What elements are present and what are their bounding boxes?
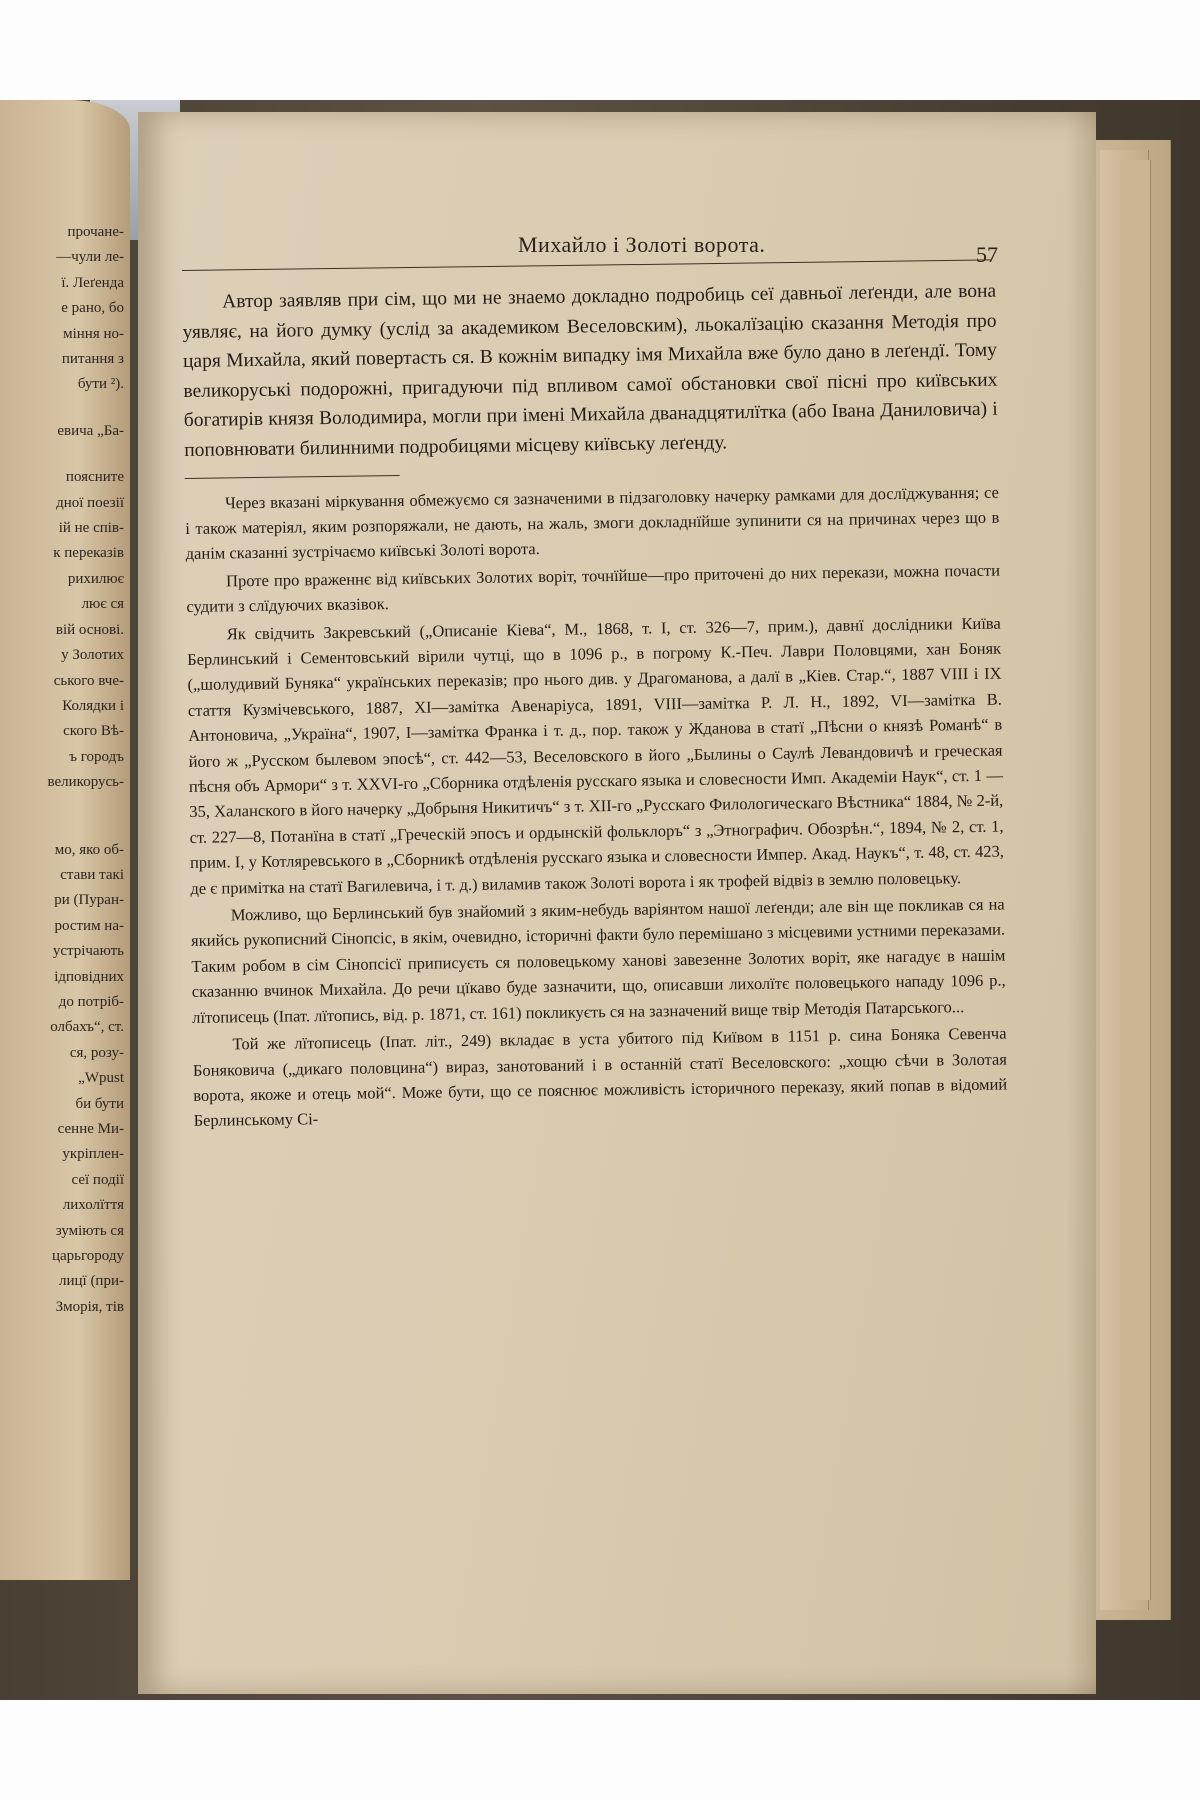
left-page-line: —чули ле- [56,249,124,266]
left-page-line: сенне Ми- [57,1121,124,1137]
left-page-line: е рано, бо [61,300,124,317]
left-page-line: би бути [75,1095,124,1112]
left-page-line [0,796,124,817]
page-body [182,277,1008,1134]
book-page [138,112,1096,1694]
left-page-line: лихолїття [62,1197,124,1214]
running-title: Михайло і Золоті ворота. [518,232,766,257]
left-page-line: у Золотих [61,647,124,664]
paragraph-2: Проте про враженнє від київських Золотих воріт, точнїйше—про приточені до них перекази, можна почасти судити з слїдуючих вказівок. [186,560,1001,617]
page-shading [1066,112,1096,1694]
left-page-line: вій основі. [55,621,124,638]
left-page-line: ри (Пуран- [54,892,124,909]
left-page-line: прочане- [67,224,124,240]
left-page-line: Колядки і [62,697,124,714]
left-page-line: рихилює [67,570,124,587]
left-page-line: зуміють ся [55,1222,124,1239]
left-page-line: мо, яко об- [54,841,124,858]
header-rule [182,259,992,271]
left-page-line: великорусь- [47,774,124,791]
left-page-line: міння но- [63,325,124,342]
left-facing-page [0,100,130,1580]
main-paragraph [182,277,998,466]
left-page-line: ського вче- [53,672,124,689]
left-page-line: устрічають [52,943,124,960]
left-page-line: дної поезії [56,494,124,511]
left-page-line: ї. Леґенда [61,274,124,291]
left-page-line: олбахъ“, ст. [50,1019,124,1036]
left-page-line: евича „Ба- [57,422,124,439]
left-page-line: к переказів [53,545,124,562]
left-page-text-fragments [0,220,124,1320]
page-number: 57 [976,242,998,267]
left-page-line: до потріб- [58,993,124,1010]
left-page-line: поясните [65,469,124,486]
left-page-line: бути ²). [77,376,124,393]
paragraph-4: Можливо, що Берлинський був знайомий з яким-небудь варіянтом нашої леґенди; але він ще покликав ся на якийсь рукописний Сінопсіс, в якім, очевидно, історичні факти було перемішано з місцевими устними переказами. Таким робом в сім Сінопсісї приписуєть ся половецькому ханові завезенне Золотих воріт, яке нагадує в нашім сказанню вчинок Михайла. До речи цїкаво буде зазначити, що, описавши лихолїтє половецького нападу 1096 р., лїтописець (Іпат. лїтопись, від. р. 1871, ст. 161) покликуєть ся на зазначений вище твір Методія Патарського... [190,894,1006,1027]
left-page-line: царьгороду [51,1248,124,1265]
left-page-line: питання з [61,351,124,368]
left-page-line [0,444,124,465]
main-paragraph-text: Автор заявляв при сім, що ми не знаемо докладно подробиць сеї давньої леґенди, але вона уявляє, на його думку (услід за академиком Веселовским), льокалїзацію сказання Методія про царя Михайла, який повертасть ся. В кожнім випадку імя Михайла вже було дано в леґендї. Тому великоруські подорожні, пригадуючи під впливом самої обстановки свої пісні про київських богатирів князя Володимира, могли при імені Михайла дванадцятилїтка (або Івана Даниловича) і поповнювати билинними подробицями місцеву київську леґенду. [182,280,998,461]
section-divider [185,475,400,479]
small-print-section [185,479,1008,1133]
left-page-line: ростим на- [54,917,124,934]
page-edges-inner [1120,160,1151,1600]
left-page-line: Зморія, тів [55,1298,124,1315]
paragraph-5: Той же лїтописець (Іпат. літ., 249) вкладає в уста убитого під Київом в 1151 р. сина Боняка Севенча Боняковича („дикаго половцина“) вираз, занотований і в останній статї Веселовского: „хощю сѣчи в Золотая ворота, якоже и отець мой“. Може бути, що се пояснює можливість історичного переказу, який попав в відомий Берлинському Сі- [192,1023,1008,1131]
left-page-line: ъ городъ [69,748,124,765]
left-page-line: лицї (при- [58,1273,124,1290]
paragraph-1: Через вказані міркування обмежуємо ся зазначеними в підзаголовку начерку рамками для дослїджування; се і також матеріял, яким розпоряжали, не дають, на жаль, змоги докладнїйше зупинити ся на причинах через що в данім сказанні зустрічаємо київські Золоті ворота. [185,482,1000,564]
paragraph-3: Як свідчить Закревський („Описаніе Кіева“, М., 1868, т. I, ст. 326—7, прим.), давнї дослідники Київа Берлинський і Сементовський вірили чутці, що в 1096 р., в погрому К.-Печ. Лаври Половцями, хан Боняк („шолудивий Буняка“ українських переказів; про нього див. у Драгоманова, а далї в „Кіев. Стар.“, 1887 VIII і IX стаття Кузмічевського, 1887, XI—замітка Авенаріуса, 1891, VIII—замітка Р. Л. Н., 1892, VI—замітка В. Антоновича, „Україна“, 1907, I—замітка Франка і т. д., пор. також у Жданова в статї „Пѣсни о князѣ Романѣ“ в його ж „Русском былевом эпосѣ“, ст. 442—53, Веселовского в його „Былины о Саулѣ Левандовичѣ и греческая пѣсня объ Армори“ з т. XXVI-го „Сборника отдѣленія русскаго языка и словесности Имп. Академіи Наук“, ст. 1 — 35, Халанского в його начерку „Добрыня Никитичъ“ з т. XII-го „Русскаго Филологическаго Вѣстника“ 1884, № 2-й, ст. 227—8, Потанїна в статї „Греческій эпосъ и ордынскій фольклоръ“ з „Этнографич. Обозрѣн.“, 1894, № 2, ст. 1, прим. I, у Котляревського в „Сборникѣ отдѣленія русскаго языка и словесности Импер. Акад. Наукъ“, т. 48, ст. 423, де є примітка на статї Вагилевича, і т. д.) виламив також Золоті ворота і як трофей відвіз в землю половецьку. [187,613,1005,898]
left-page-line: лює ся [81,596,124,613]
left-page-line: стави такі [60,866,124,883]
left-page-line: ского Вѣ- [63,723,124,740]
left-page-line: сеї події [71,1171,124,1188]
left-page-line: „Wpust [78,1070,124,1087]
left-page-line: ідповідних [54,968,124,985]
left-page-line: укріплен- [62,1146,124,1163]
left-page-line [0,398,124,419]
left-page-line: ій не спів- [58,520,124,537]
left-page-line: ся, розу- [69,1044,124,1061]
left-page-line [0,817,124,838]
